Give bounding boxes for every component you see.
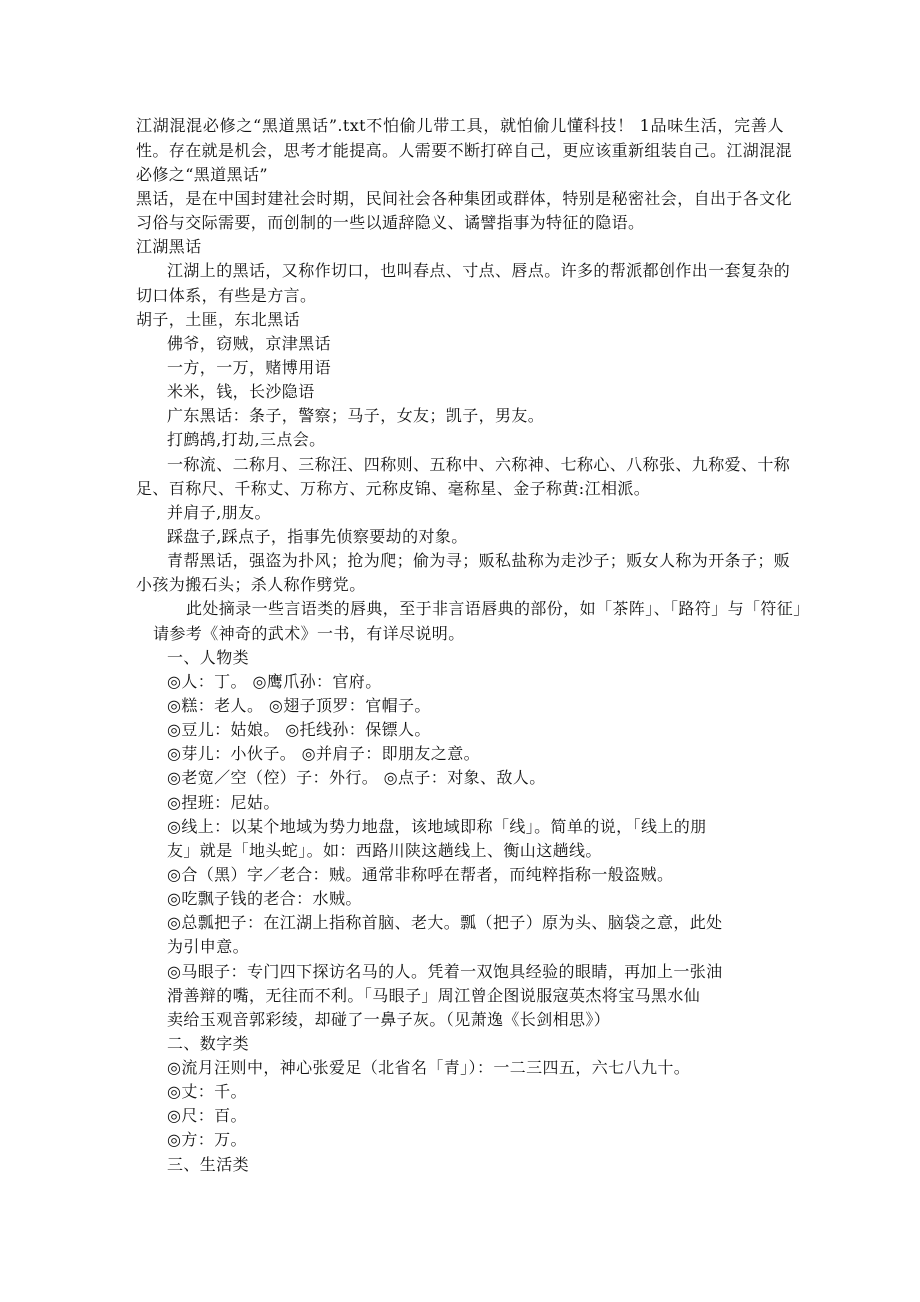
glossary-entry: ◎老宽／空（倥）子：外行。 ◎点子：对象、敌人。 <box>167 768 546 787</box>
section-heading: 三、生活类 <box>167 1155 250 1174</box>
glossary-entry: ◎芽儿：小伙子。 ◎并肩子：即朋友之意。 <box>167 744 481 763</box>
paragraph-line: 青帮黑话，强盗为扑风；抢为爬；偷为寻；贩私盐称为走沙子；贩女人称为开条子；贩 <box>167 551 791 570</box>
list-item: 胡子，土匪，东北黑话 <box>136 310 301 329</box>
list-item: 并肩子,朋友。 <box>167 503 271 522</box>
list-item: 米米，钱，长沙隐语 <box>167 382 315 401</box>
glossary-entry: ◎流月汪则中，神心张爱足（北省名「青」）：一二三四五，六七八九十。 <box>167 1058 691 1077</box>
section-heading: 江湖黑话 <box>136 237 202 256</box>
list-item: 踩盘子,踩点子，指事先侦察要劫的对象。 <box>167 527 468 546</box>
glossary-entry: 卖给玉观音郭彩绫，却碰了一鼻子灰。（见萧逸《长剑相思》） <box>167 1010 611 1029</box>
glossary-entry: 友」就是「地头蛇」。如：西路川陕这趟线上、衡山这趟线。 <box>167 841 602 860</box>
glossary-entry: ◎吃飘子钱的老合：水贼。 <box>167 889 362 908</box>
section-heading: 二、数字类 <box>167 1034 250 1053</box>
paragraph-line: 江湖混混必修之“黑道黑话”.txt不怕偷儿带工具，就怕偷儿懂科技！ 1品味生活，完善人 <box>136 116 784 135</box>
paragraph-line: 黑话，是在中国封建社会时期，民间社会各种集团或群体，特别是秘密社会，自出于各文化 <box>136 189 793 208</box>
paragraph-line: 必修之“黑道黑话” <box>136 165 268 184</box>
paragraph-line: 一称流、二称月、三称汪、四称则、五称中、六称神、七称心、八称张、九称爱、十称 <box>167 455 791 474</box>
glossary-entry: ◎糕：老人。 ◎翅子顶罗：官帽子。 <box>167 696 431 715</box>
paragraph-line: 足、百称尺、千称丈、万称方、元称皮锦、毫称星、金子称黄:江相派。 <box>136 479 651 498</box>
glossary-entry: ◎马眼子：专门四下探访名马的人。凭着一双饱具经验的眼睛，再加上一张油 <box>167 962 723 981</box>
list-item: 佛爷，窃贼，京津黑话 <box>167 334 332 353</box>
paragraph-line: 江湖上的黑话，又称作切口，也叫春点、寸点、唇点。许多的帮派都创作出一套复杂的 <box>167 261 791 280</box>
glossary-entry: ◎豆儿：姑娘。 ◎托线孙：保镖人。 <box>167 720 431 739</box>
glossary-entry: ◎尺：百。 <box>167 1106 247 1125</box>
glossary-entry: ◎总瓢把子：在江湖上指称首脑、老大。瓢（把子）原为头、脑袋之意，此处 <box>167 913 723 932</box>
paragraph-line: 小孩为搬石头；杀人称作劈党。 <box>136 575 366 594</box>
section-heading: 一、人物类 <box>167 648 250 667</box>
glossary-entry: ◎线上：以某个地域为势力地盘，该地域即称「线」。简单的说，「线上的朋 <box>167 817 707 836</box>
glossary-entry: ◎人：丁。 ◎鹰爪孙：官府。 <box>167 672 382 691</box>
glossary-entry: 为引申意。 <box>167 937 250 956</box>
glossary-entry: ◎方：万。 <box>167 1130 247 1149</box>
paragraph-line: 此处摘录一些言语类的唇典，至于非言语唇典的部份，如「茶阵」、「路符」与「符征」 <box>186 599 810 618</box>
list-item: 一方，一万，赌博用语 <box>167 358 332 377</box>
paragraph-line: 请参考《神奇的武术》一书，有详尽说明。 <box>153 624 465 643</box>
glossary-entry: ◎合（黑）字／老合：贼。通常非称呼在帮者，而纯粹指称一般盗贼。 <box>167 865 674 884</box>
paragraph-line: 习俗与交际需要，而创制的一些以遁辞隐义、谲譬指事为特征的隐语。 <box>136 213 645 232</box>
paragraph-line: 性。存在就是机会，思考才能提高。人需要不断打碎自己，更应该重新组装自己。江湖混混 <box>136 141 793 160</box>
paragraph-line: 切口体系，有些是方言。 <box>136 286 317 305</box>
list-item: 广东黑话：条子，警察；马子，女友；凯子，男友。 <box>167 406 545 425</box>
glossary-entry: ◎捏班：尼姑。 <box>167 793 280 812</box>
list-item: 打鹧鸪,打劫,三点会。 <box>167 430 326 449</box>
glossary-entry: 滑善辩的嘴，无往而不利。「马眼子」周江曾企图说服寇英杰将宝马黑水仙 <box>167 986 701 1005</box>
glossary-entry: ◎丈：千。 <box>167 1082 247 1101</box>
